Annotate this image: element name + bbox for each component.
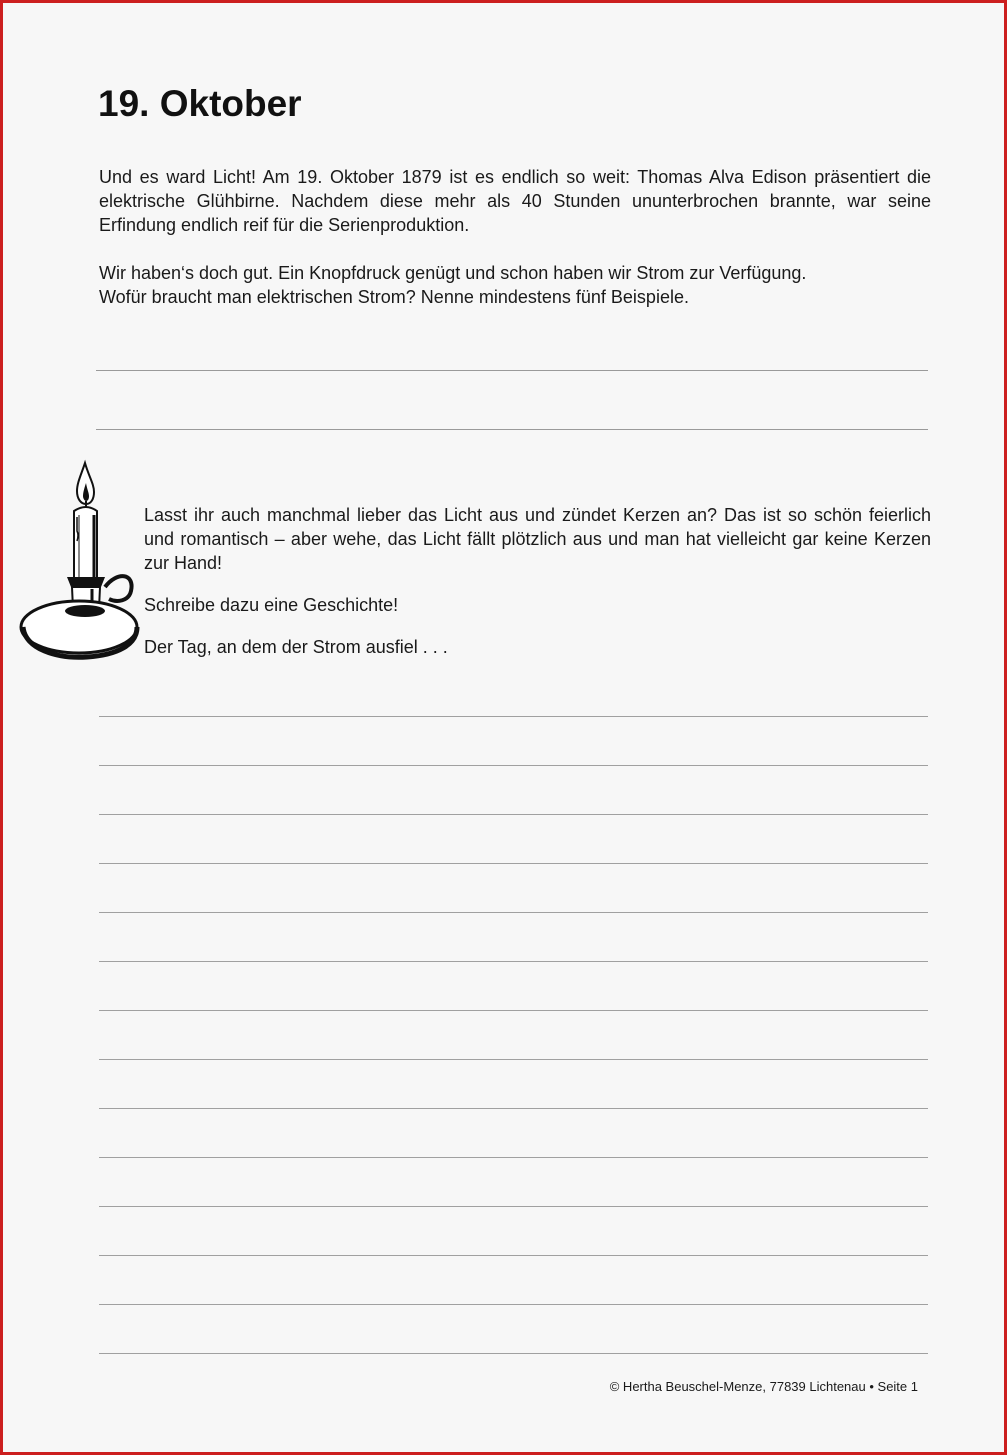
writing-line[interactable] <box>99 961 928 962</box>
writing-line[interactable] <box>99 1255 928 1256</box>
story-prompt: Lasst ihr auch manchmal lieber das Licht aus und zündet Kerzen an? Das ist so schön feierlich und romantisch – aber wehe, das Licht fällt plötzlich aus und man hat vielleicht gar keine Kerzen zur Hand! <box>144 505 931 573</box>
answer-line[interactable] <box>96 370 928 371</box>
page-title: 19. Oktober <box>98 83 302 124</box>
page-footer: © Hertha Beuschel-Menze, 77839 Lichtenau • Seite 1 <box>609 1379 918 1394</box>
writing-line[interactable] <box>99 1304 928 1305</box>
writing-line[interactable] <box>99 716 928 717</box>
writing-line[interactable] <box>99 1206 928 1207</box>
story-task: Schreibe dazu eine Geschichte! <box>144 595 399 615</box>
writing-line[interactable] <box>99 1108 928 1109</box>
intro-paragraph: Und es ward Licht! Am 19. Oktober 1879 ist es endlich so weit: Thomas Alva Edison präsentiert die elektrische Glühbirne. Nachdem diese mehr als 40 Stunden ununterbrochen brannte, war seine Erfindung endlich reif für die Serienproduktion. <box>99 167 931 235</box>
story-start: Der Tag, an dem der Strom ausfiel . . . <box>144 637 448 657</box>
writing-line[interactable] <box>99 912 928 913</box>
writing-line[interactable] <box>99 1059 928 1060</box>
task-1-line-2: Wofür braucht man elektrischen Strom? Nenne mindestens fünf Beispiele. <box>99 287 689 307</box>
writing-line[interactable] <box>99 1353 928 1354</box>
task-1-line-1: Wir haben‘s doch gut. Ein Knopfdruck genügt und schon haben wir Strom zur Verfügung. <box>99 263 807 283</box>
writing-line[interactable] <box>99 814 928 815</box>
writing-line[interactable] <box>99 1010 928 1011</box>
writing-line[interactable] <box>99 863 928 864</box>
candle-icon <box>17 459 141 665</box>
writing-line[interactable] <box>99 1157 928 1158</box>
answer-line[interactable] <box>96 429 928 430</box>
writing-line[interactable] <box>99 765 928 766</box>
task-1-paragraph <box>99 261 931 309</box>
